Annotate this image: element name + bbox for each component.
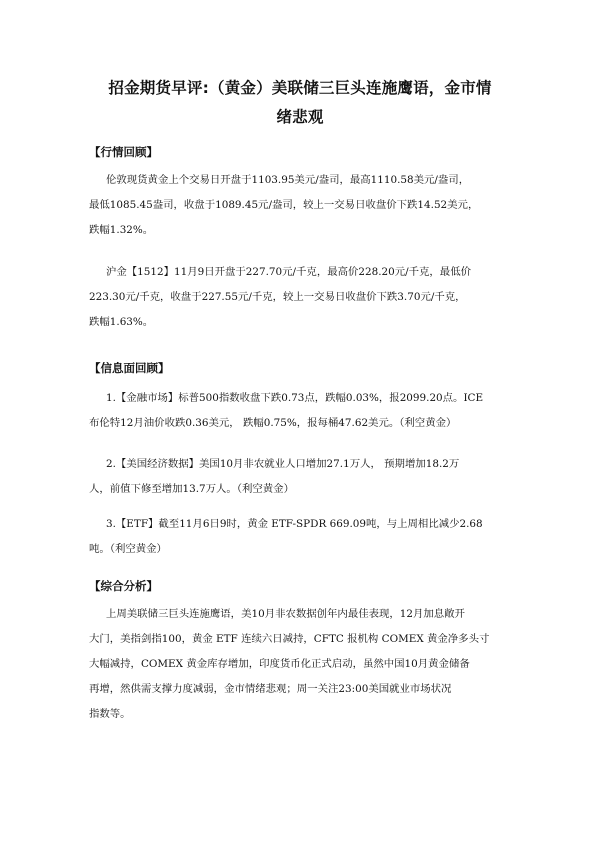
paragraph-analysis (89, 602, 509, 727)
paragraph-line: 1.【金融市场】标普500指数收盘下跌0.73点，跌幅0.03%，报2099.20点。ICE (106, 392, 484, 404)
paragraph-line: 指数等。 (89, 708, 131, 720)
paragraph-line: 3.【ETF】截至11月6日9时，黄金 ETF-SPDR 669.09吨，与上周相比减少2.68 (106, 518, 483, 530)
paragraph-line: 大幅减持，COMEX 黄金库存增加，印度货币化正式启动，虽然中国10月黄金储备 (89, 658, 470, 670)
paragraph-line: 2.【美国经济数据】美国10月非农就业人口增加27.1万人， 预期增加18.2万 (106, 458, 460, 470)
paragraph-line: 跌幅1.32%。 (89, 224, 154, 236)
paragraph-line: 上周美联储三巨头连施鹰语，美10月非农数据创年内最佳表现，12月加息敞开 (106, 608, 465, 620)
title-line-1: 招金期货早评:（黄金）美联储三巨头连施鹰语，金市情 (108, 79, 492, 97)
paragraph-line: 布伦特12月油价收跌0.36美元， 跌幅0.75%，报每桶47.62美元。（利空黄金） (89, 417, 457, 429)
section-heading-analysis: 【综合分析】 (89, 579, 158, 593)
paragraph-line: 跌幅1.63%。 (89, 316, 154, 328)
title-line-2: 绪悲观 (276, 108, 324, 126)
document-title (100, 74, 500, 132)
paragraph-line: 223.30元/千克，收盘于227.55元/千克，较上一交易日收盘价下跌3.70元/千克， (89, 291, 466, 303)
section-heading-news-review: 【信息面回顾】 (89, 361, 170, 375)
section-heading-market-review: 【行情回顾】 (89, 145, 158, 159)
paragraph-us-economic-data (89, 452, 509, 502)
paragraph-line: 大门，美指剑指100，黄金 ETF 连续六日减持，CFTC 报机构 COMEX 黄金净多头寸 (89, 633, 490, 645)
paragraph-line: 伦敦现货黄金上个交易日开盘于1103.95美元/盎司，最高1110.58美元/盎司， (106, 174, 470, 186)
paragraph-line: 最低1085.45盎司，收盘于1089.45元/盎司，较上一交易日收盘价下跌14.52美元， (89, 199, 479, 211)
paragraph-line: 吨。（利空黄金） (89, 543, 167, 555)
paragraph-line: 沪金【1512】11月9日开盘于227.70元/千克，最高价228.20元/千克，最低价 (106, 266, 471, 278)
paragraph-financial-market (89, 386, 509, 436)
paragraph-line: 再增，然供需支撑力度减弱，金市情绪悲观；周一关注23:00美国就业市场状况 (89, 683, 452, 695)
paragraph-london-gold (89, 168, 509, 243)
paragraph-etf (89, 512, 509, 562)
paragraph-shanghai-gold (89, 260, 509, 335)
paragraph-line: 人，前值下修至增加13.7万人。（利空黄金） (89, 483, 294, 495)
